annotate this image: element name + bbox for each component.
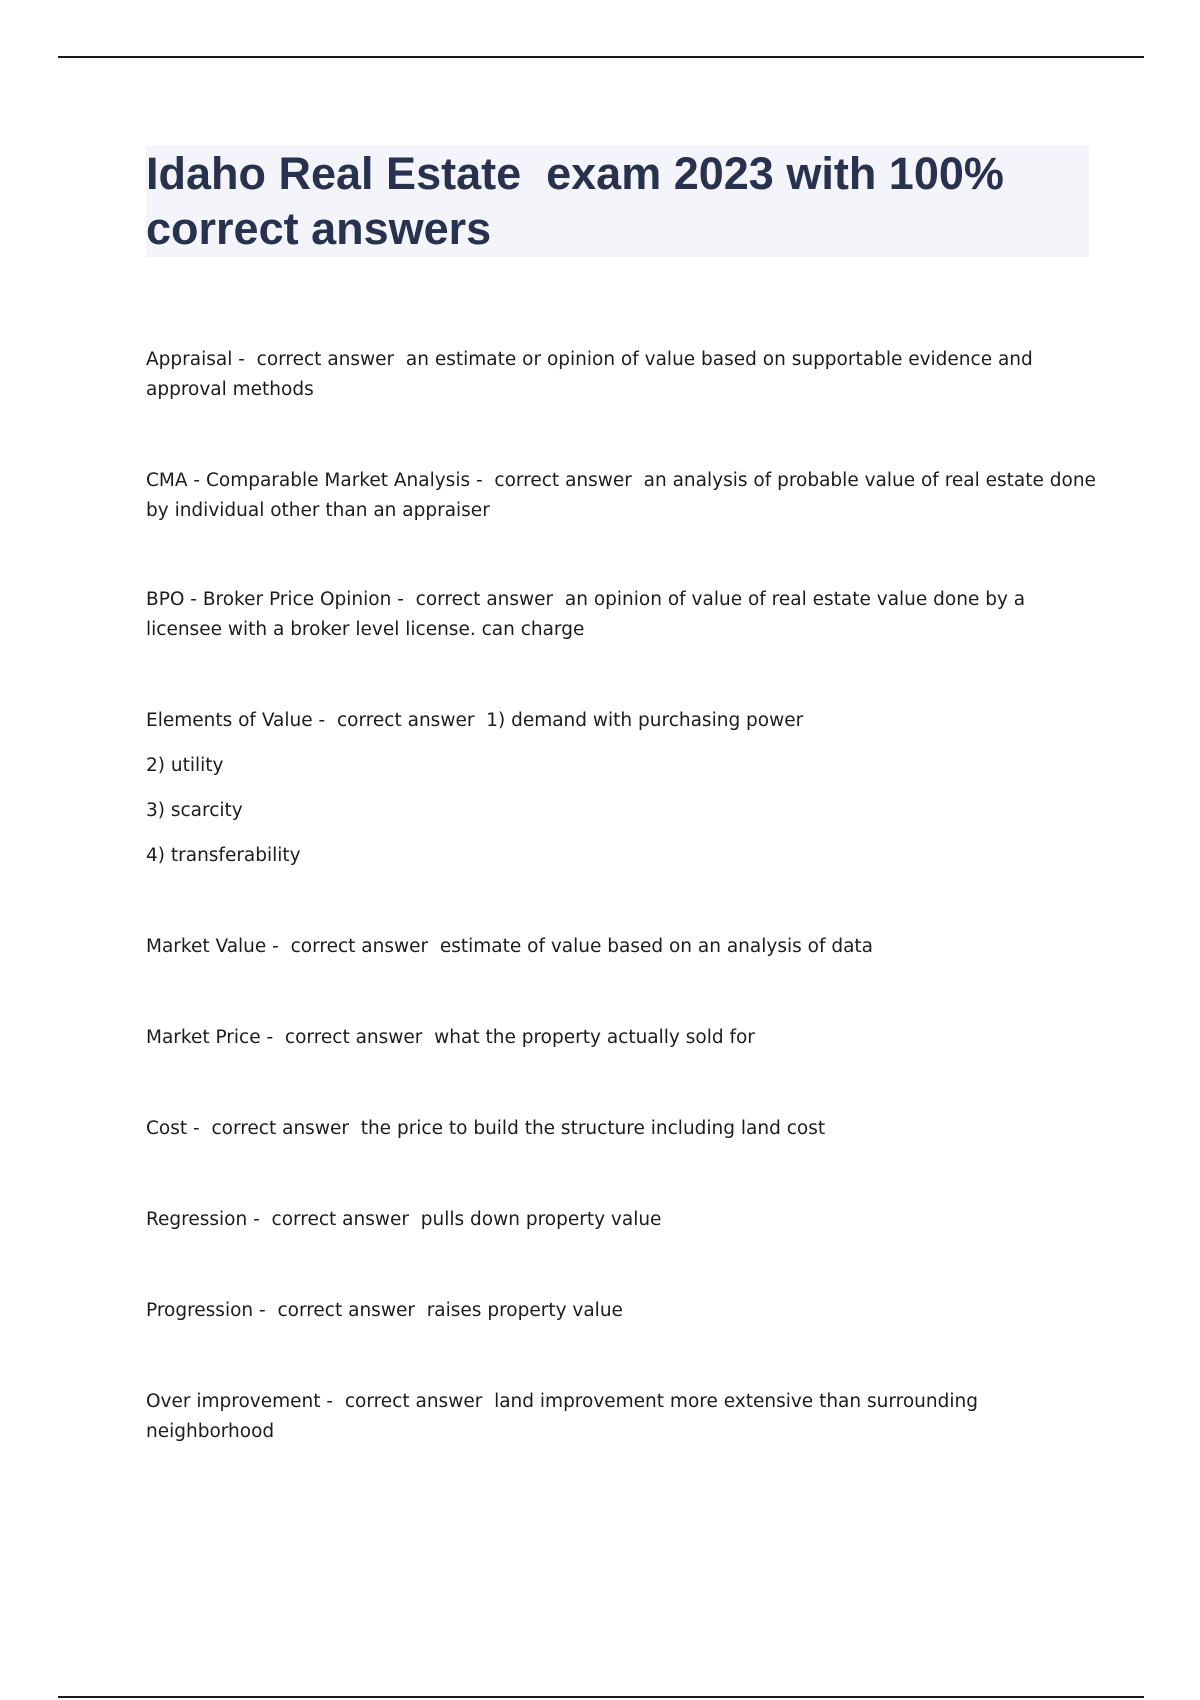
flashcard-entry-market-price xyxy=(146,1023,1096,1053)
entry-term: Elements of Value xyxy=(146,710,313,731)
entry-term: Market Value xyxy=(146,936,267,957)
entry-separator: - correct answer xyxy=(187,1118,361,1139)
flashcard-entry-elements-of-value xyxy=(146,706,1096,871)
flashcard-entry-progression xyxy=(146,1296,1096,1326)
entry-text xyxy=(146,1205,1096,1235)
entry-list-item: 3) scarcity xyxy=(146,800,243,821)
entry-text xyxy=(146,932,1096,962)
entry-answer: an estimate or opinion of value based on supportable evidence and approval methods xyxy=(146,349,1039,400)
entry-answer: 1) demand with purchasing power xyxy=(486,710,804,731)
entry-separator: - correct answer xyxy=(312,710,487,731)
flashcard-entry-market-value xyxy=(146,932,1096,962)
flashcard-entry-bpo xyxy=(146,585,1096,645)
entry-term: Regression xyxy=(146,1209,248,1230)
entry-separator: - correct answer xyxy=(391,589,565,610)
entry-answer: land improvement more extensive than surrounding neighborhood xyxy=(146,1391,984,1442)
entry-text xyxy=(146,1387,1096,1447)
entry-answer: pulls down property value xyxy=(420,1209,662,1230)
entry-text xyxy=(146,466,1102,526)
entry-separator: - correct answer xyxy=(232,349,406,370)
entry-separator: - correct answer xyxy=(266,936,440,957)
entry-answer: the price to build the structure including land cost xyxy=(360,1118,826,1139)
entry-answer: what the property actually sold for xyxy=(434,1027,755,1048)
entry-separator: - correct answer xyxy=(470,470,644,491)
flashcard-entry-regression xyxy=(146,1205,1096,1235)
entry-term: Appraisal xyxy=(146,349,233,370)
flashcard-entry-appraisal xyxy=(146,345,1096,405)
entry-term: Market Price xyxy=(146,1027,261,1048)
entry-text xyxy=(146,1296,1096,1326)
entry-list-item: 4) transferability xyxy=(146,845,301,866)
entry-answer: an analysis of probable value of real estate done by individual other than an appraiser xyxy=(146,470,1102,521)
entry-term: Cost xyxy=(146,1118,188,1139)
entry-text xyxy=(146,345,1096,405)
entry-list-item: 2) utility xyxy=(146,755,224,776)
entry-text xyxy=(146,706,1096,736)
entry-text xyxy=(146,1023,1096,1053)
top-rule xyxy=(58,56,1144,58)
entry-separator: - correct answer xyxy=(320,1391,495,1412)
document-title: Idaho Real Estate exam 2023 with 100% correct answers xyxy=(146,148,1017,254)
entry-term: CMA - Comparable Market Analysis xyxy=(146,470,471,491)
entry-term: Progression xyxy=(146,1300,254,1321)
entry-term: BPO - Broker Price Opinion xyxy=(146,589,392,610)
bottom-rule xyxy=(58,1696,1144,1698)
entry-separator: - correct answer xyxy=(247,1209,421,1230)
flashcard-entry-over-improvement xyxy=(146,1387,1096,1447)
entry-term: Over improvement xyxy=(146,1391,321,1412)
entry-answer: an opinion of value of real estate value done by a licensee with a broker level license. can charge xyxy=(146,589,1032,640)
entry-answer: estimate of value based on an analysis of data xyxy=(439,936,874,957)
entry-text xyxy=(146,585,1096,645)
entry-separator: - correct answer xyxy=(260,1027,435,1048)
entry-text xyxy=(146,1114,1096,1144)
flashcard-entry-cma xyxy=(146,466,1102,526)
flashcard-entry-cost xyxy=(146,1114,1096,1144)
entry-separator: - correct answer xyxy=(253,1300,427,1321)
entry-answer: raises property value xyxy=(426,1300,623,1321)
